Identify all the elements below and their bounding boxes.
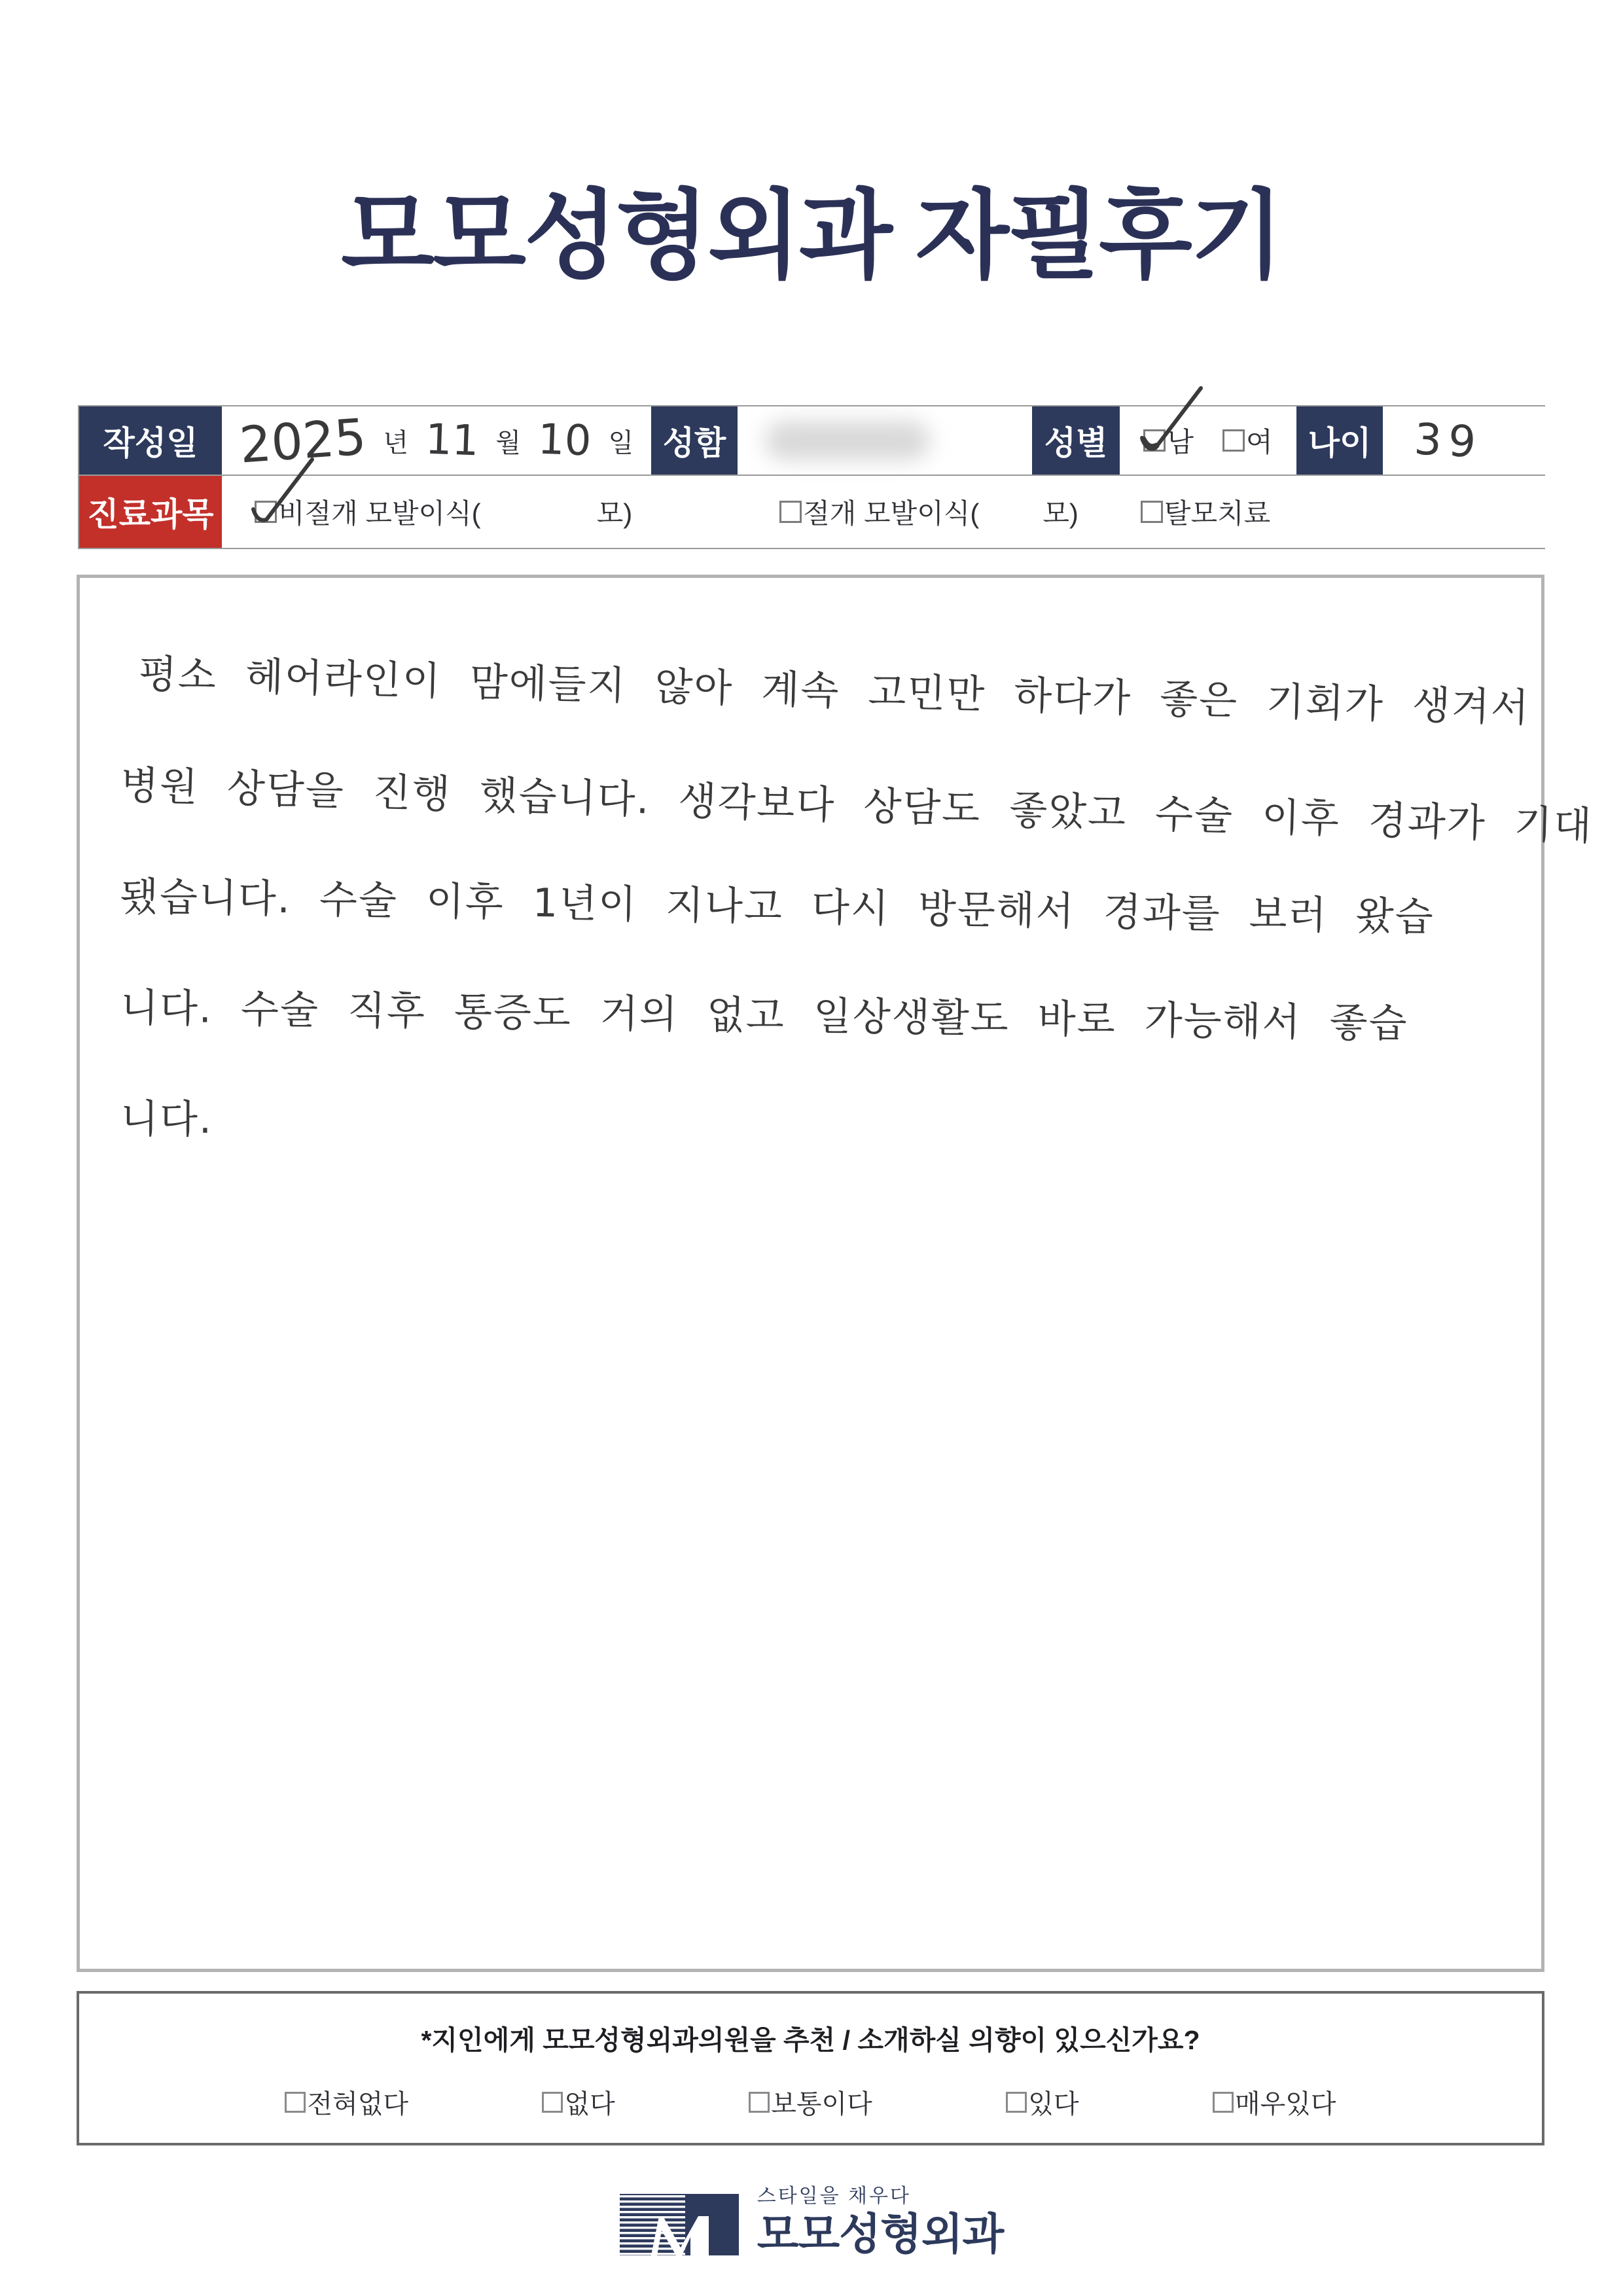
option-checkbox[interactable] [749,2092,770,2113]
treatment-fut-label: 절개 모발이식( [803,498,980,529]
table-row [79,406,1544,476]
treatment-fut-checkbox[interactable] [779,501,802,523]
age-label-cell: 나이 [1296,406,1383,475]
gender-female-checkbox[interactable] [1222,429,1245,452]
gender-female-label: 여 [1246,427,1273,457]
clinic-logo [0,2179,1623,2258]
treatment-hairloss-label: 탈모치료 [1164,498,1271,529]
handwritten-review-area [77,575,1594,1972]
treatment-options-cell [222,476,1545,548]
option-label: 매우있다 [1234,2090,1336,2119]
date-month-suffix: 월 [495,428,522,457]
recommendation-option-yes[interactable] [1006,2083,1079,2121]
gender-male-label: 남 [1167,427,1194,457]
review-line: 니다. [120,1096,213,1143]
treatment-fue-label: 비절개 모발이식( [278,498,481,529]
date-day-suffix: 일 [608,428,634,457]
treatment-hairloss-checkbox[interactable] [1141,501,1163,523]
recommendation-box [77,1991,1544,2145]
gender-female-option[interactable] [1222,421,1273,460]
option-checkbox[interactable] [1006,2092,1027,2113]
gender-male-option[interactable] [1143,421,1194,460]
recommendation-options [79,2083,1542,2121]
treatment-fue-checkbox[interactable] [255,501,277,523]
treatment-label-cell: 진료과목 [79,476,222,548]
review-line: 니다. 수술 직후 통증도 거의 없고 일상생활도 바로 가능해서 좋습 [120,985,1408,1047]
age-value-cell [1383,406,1545,475]
treatment-fut-suffix: 모) [1043,498,1079,529]
recommendation-option-none-at-all[interactable] [285,2083,408,2121]
treatment-option-fue[interactable] [255,492,632,531]
page-title: 모모성형외과 자필후기 [341,182,1282,290]
date-month-handwritten: 11 [424,415,480,466]
date-year-handwritten: 2025 [238,406,368,475]
date-year-suffix: 년 [383,428,408,457]
option-checkbox[interactable] [542,2092,563,2113]
treatment-option-hairloss[interactable] [1141,492,1270,531]
recommendation-option-no[interactable] [542,2083,615,2121]
option-checkbox[interactable] [285,2092,306,2113]
clinic-logo-text [757,2179,1004,2258]
recommendation-question: *지인에게 모모성형외과의원을 추천 / 소개하실 의향이 있으신가요? [421,2025,1200,2055]
option-label: 보통이다 [771,2090,872,2119]
review-line: 평소 헤어라인이 맘에들지 않아 계속 고민만 하다가 좋은 기회가 생겨서 [138,651,1531,731]
gender-value-cell [1120,406,1296,475]
patient-info-table [78,405,1545,549]
review-line: 병원 상담을 진행 했습니다. 생각보다 상담도 좋았고 수술 이후 경과가 기대 [120,762,1594,850]
date-value-cell [222,406,651,475]
option-checkbox[interactable] [1213,2092,1234,2113]
option-label: 전혀없다 [307,2090,409,2119]
gender-male-checkbox[interactable] [1143,429,1166,452]
treatment-fue-suffix: 모) [596,498,633,529]
clinic-name: 모모성형외과 [757,2210,1004,2258]
recommendation-option-neutral[interactable] [749,2083,872,2121]
date-day-handwritten: 10 [537,415,592,466]
name-label-cell: 성함 [651,406,738,475]
recommendation-option-very[interactable] [1213,2083,1336,2121]
review-line: 됐습니다. 수술 이후 1년이 지나고 다시 방문해서 경과를 보러 왔습 [120,874,1435,941]
date-label-cell: 작성일 [79,406,222,475]
clinic-logo-m-icon [620,2194,739,2255]
name-blurred-value [765,421,930,460]
gender-label-cell: 성별 [1032,406,1120,475]
table-row [79,476,1544,548]
option-label: 있다 [1028,2090,1079,2119]
clinic-slogan: 스타일을 채우다 [757,2185,911,2207]
treatment-option-fut[interactable] [779,492,1079,531]
age-handwritten-value: 39 [1413,413,1484,468]
option-label: 없다 [564,2090,615,2119]
name-value-cell [738,406,1032,475]
